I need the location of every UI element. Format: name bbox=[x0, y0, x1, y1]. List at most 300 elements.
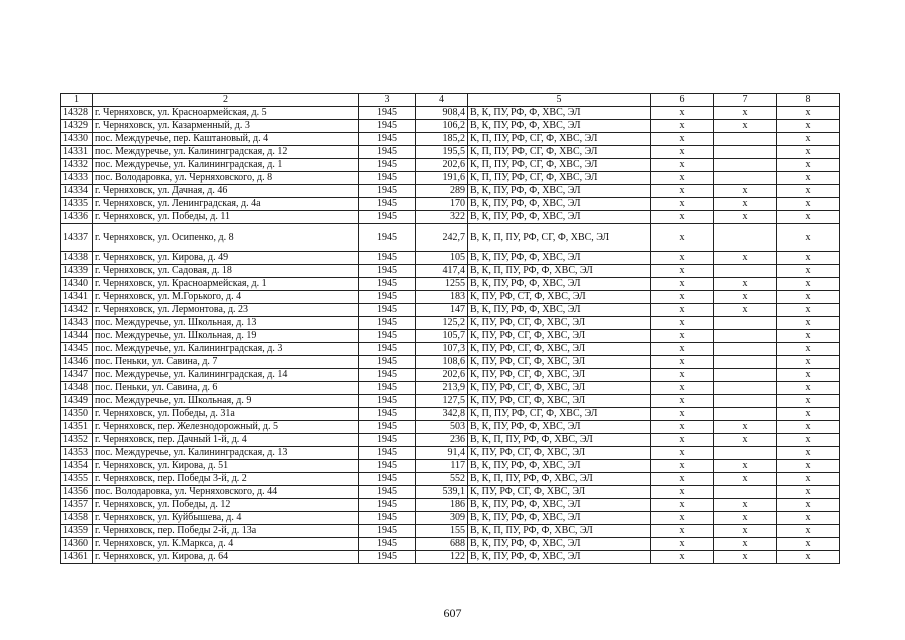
row-number-cell: 14352 bbox=[61, 434, 93, 447]
mark-cell-7: x bbox=[714, 538, 777, 551]
mark-cell-8: x bbox=[777, 499, 840, 512]
table-row bbox=[61, 265, 840, 278]
table-row bbox=[61, 330, 840, 343]
row-number-cell: 14336 bbox=[61, 211, 93, 224]
year-cell: 1945 bbox=[359, 499, 416, 512]
area-cell: 147 bbox=[416, 304, 468, 317]
address-cell: г. Черняховск, ул. Кирова, д. 51 bbox=[93, 460, 359, 473]
mark-cell-6: x bbox=[651, 252, 714, 265]
year-cell: 1945 bbox=[359, 252, 416, 265]
mark-cell-7 bbox=[714, 172, 777, 185]
row-number-cell: 14328 bbox=[61, 107, 93, 120]
systems-cell: К, ПУ, РФ, СГ, Ф, ХВС, ЭЛ bbox=[468, 317, 651, 330]
mark-cell-6: x bbox=[651, 172, 714, 185]
mark-cell-7: x bbox=[714, 185, 777, 198]
table-body bbox=[61, 94, 840, 564]
mark-cell-7: x bbox=[714, 460, 777, 473]
table-row bbox=[61, 159, 840, 172]
row-number-cell: 14333 bbox=[61, 172, 93, 185]
year-cell: 1945 bbox=[359, 447, 416, 460]
address-cell: г. Черняховск, пер. Победы 3-й, д. 2 bbox=[93, 473, 359, 486]
systems-cell: В, К, ПУ, РФ, Ф, ХВС, ЭЛ bbox=[468, 421, 651, 434]
systems-cell: К, ПУ, РФ, СГ, Ф, ХВС, ЭЛ bbox=[468, 447, 651, 460]
systems-cell: В, К, ПУ, РФ, Ф, ХВС, ЭЛ bbox=[468, 107, 651, 120]
year-cell: 1945 bbox=[359, 133, 416, 146]
year-cell: 1945 bbox=[359, 159, 416, 172]
area-cell: 688 bbox=[416, 538, 468, 551]
area-cell: 213,9 bbox=[416, 382, 468, 395]
row-number-cell: 14349 bbox=[61, 395, 93, 408]
year-cell: 1945 bbox=[359, 224, 416, 252]
mark-cell-7: x bbox=[714, 120, 777, 133]
header-cell: 1 bbox=[61, 94, 93, 107]
mark-cell-6: x bbox=[651, 185, 714, 198]
table-row bbox=[61, 525, 840, 538]
row-number-cell: 14361 bbox=[61, 551, 93, 564]
mark-cell-6: x bbox=[651, 460, 714, 473]
area-cell: 1255 bbox=[416, 278, 468, 291]
header-cell: 7 bbox=[714, 94, 777, 107]
address-cell: пос. Междуречье, ул. Калининградская, д. 12 bbox=[93, 146, 359, 159]
mark-cell-8: x bbox=[777, 356, 840, 369]
address-cell: г. Черняховск, ул. Победы, д. 31а bbox=[93, 408, 359, 421]
year-cell: 1945 bbox=[359, 421, 416, 434]
address-cell: г. Черняховск, ул. Осипенко, д. 8 bbox=[93, 224, 359, 252]
table-row bbox=[61, 460, 840, 473]
address-cell: пос. Володаровка, ул. Черняховского, д. 44 bbox=[93, 486, 359, 499]
mark-cell-8: x bbox=[777, 107, 840, 120]
year-cell: 1945 bbox=[359, 343, 416, 356]
mark-cell-7: x bbox=[714, 291, 777, 304]
mark-cell-6: x bbox=[651, 278, 714, 291]
mark-cell-7 bbox=[714, 395, 777, 408]
row-number-cell: 14346 bbox=[61, 356, 93, 369]
mark-cell-6: x bbox=[651, 330, 714, 343]
row-number-cell: 14353 bbox=[61, 447, 93, 460]
table-row bbox=[61, 198, 840, 211]
mark-cell-7: x bbox=[714, 107, 777, 120]
row-number-cell: 14355 bbox=[61, 473, 93, 486]
mark-cell-6: x bbox=[651, 408, 714, 421]
address-cell: пос. Междуречье, ул. Школьная, д. 13 bbox=[93, 317, 359, 330]
table-row bbox=[61, 146, 840, 159]
row-number-cell: 14356 bbox=[61, 486, 93, 499]
mark-cell-7 bbox=[714, 343, 777, 356]
table-row bbox=[61, 434, 840, 447]
row-number-cell: 14331 bbox=[61, 146, 93, 159]
systems-cell: К, ПУ, РФ, СГ, Ф, ХВС, ЭЛ bbox=[468, 395, 651, 408]
address-cell: г. Черняховск, ул. Ленинградская, д. 4а bbox=[93, 198, 359, 211]
register-table bbox=[60, 93, 840, 564]
table-row bbox=[61, 421, 840, 434]
address-cell: г. Черняховск, пер. Железнодорожный, д. 5 bbox=[93, 421, 359, 434]
table-row bbox=[61, 291, 840, 304]
systems-cell: В, К, ПУ, РФ, Ф, ХВС, ЭЛ bbox=[468, 211, 651, 224]
row-number-cell: 14335 bbox=[61, 198, 93, 211]
systems-cell: В, К, ПУ, РФ, Ф, ХВС, ЭЛ bbox=[468, 512, 651, 525]
area-cell: 107,3 bbox=[416, 343, 468, 356]
area-cell: 202,6 bbox=[416, 369, 468, 382]
area-cell: 122 bbox=[416, 551, 468, 564]
table-row bbox=[61, 473, 840, 486]
year-cell: 1945 bbox=[359, 107, 416, 120]
systems-cell: К, ПУ, РФ, СГ, Ф, ХВС, ЭЛ bbox=[468, 369, 651, 382]
systems-cell: В, К, П, ПУ, РФ, Ф, ХВС, ЭЛ bbox=[468, 525, 651, 538]
systems-cell: В, К, ПУ, РФ, Ф, ХВС, ЭЛ bbox=[468, 460, 651, 473]
address-cell: г. Черняховск, ул. Казарменный, д. 3 bbox=[93, 120, 359, 133]
mark-cell-8: x bbox=[777, 265, 840, 278]
mark-cell-8: x bbox=[777, 421, 840, 434]
row-number-cell: 14329 bbox=[61, 120, 93, 133]
year-cell: 1945 bbox=[359, 486, 416, 499]
mark-cell-6: x bbox=[651, 291, 714, 304]
mark-cell-6: x bbox=[651, 224, 714, 252]
systems-cell: В, К, ПУ, РФ, Ф, ХВС, ЭЛ bbox=[468, 551, 651, 564]
mark-cell-6: x bbox=[651, 356, 714, 369]
address-cell: пос. Междуречье, пер. Каштановый, д. 4 bbox=[93, 133, 359, 146]
systems-cell: В, К, П, ПУ, РФ, Ф, ХВС, ЭЛ bbox=[468, 473, 651, 486]
row-number-cell: 14344 bbox=[61, 330, 93, 343]
row-number-cell: 14348 bbox=[61, 382, 93, 395]
mark-cell-8: x bbox=[777, 551, 840, 564]
address-cell: г. Черняховск, пер. Дачный 1-й, д. 4 bbox=[93, 434, 359, 447]
mark-cell-7 bbox=[714, 486, 777, 499]
header-row bbox=[61, 94, 840, 107]
systems-cell: В, К, ПУ, РФ, Ф, ХВС, ЭЛ bbox=[468, 538, 651, 551]
mark-cell-8: x bbox=[777, 304, 840, 317]
mark-cell-7 bbox=[714, 330, 777, 343]
systems-cell: К, П, ПУ, РФ, СГ, Ф, ХВС, ЭЛ bbox=[468, 159, 651, 172]
mark-cell-6: x bbox=[651, 512, 714, 525]
mark-cell-6: x bbox=[651, 395, 714, 408]
mark-cell-6: x bbox=[651, 265, 714, 278]
row-number-cell: 14334 bbox=[61, 185, 93, 198]
mark-cell-8: x bbox=[777, 382, 840, 395]
address-cell: пос. Междуречье, ул. Калининградская, д. 14 bbox=[93, 369, 359, 382]
area-cell: 91,4 bbox=[416, 447, 468, 460]
address-cell: пос. Междуречье, ул. Калининградская, д. 1 bbox=[93, 159, 359, 172]
row-number-cell: 14347 bbox=[61, 369, 93, 382]
mark-cell-7: x bbox=[714, 421, 777, 434]
mark-cell-8: x bbox=[777, 408, 840, 421]
mark-cell-7 bbox=[714, 408, 777, 421]
mark-cell-8: x bbox=[777, 343, 840, 356]
mark-cell-7: x bbox=[714, 551, 777, 564]
header-cell: 3 bbox=[359, 94, 416, 107]
mark-cell-8: x bbox=[777, 369, 840, 382]
address-cell: пос. Пеньки, ул. Савина, д. 6 bbox=[93, 382, 359, 395]
table-row bbox=[61, 252, 840, 265]
mark-cell-7 bbox=[714, 382, 777, 395]
mark-cell-8: x bbox=[777, 317, 840, 330]
address-cell: г. Черняховск, ул. Победы, д. 11 bbox=[93, 211, 359, 224]
mark-cell-6: x bbox=[651, 159, 714, 172]
systems-cell: В, К, ПУ, РФ, Ф, ХВС, ЭЛ bbox=[468, 499, 651, 512]
address-cell: г. Черняховск, ул. Кирова, д. 64 bbox=[93, 551, 359, 564]
area-cell: 155 bbox=[416, 525, 468, 538]
year-cell: 1945 bbox=[359, 120, 416, 133]
mark-cell-7: x bbox=[714, 211, 777, 224]
address-cell: г. Черняховск, ул. Дачная, д. 46 bbox=[93, 185, 359, 198]
year-cell: 1945 bbox=[359, 434, 416, 447]
mark-cell-8: x bbox=[777, 538, 840, 551]
address-cell: пос. Междуречье, ул. Школьная, д. 19 bbox=[93, 330, 359, 343]
mark-cell-6: x bbox=[651, 369, 714, 382]
mark-cell-7: x bbox=[714, 434, 777, 447]
mark-cell-7: x bbox=[714, 512, 777, 525]
mark-cell-8: x bbox=[777, 198, 840, 211]
mark-cell-6: x bbox=[651, 146, 714, 159]
area-cell: 539,1 bbox=[416, 486, 468, 499]
area-cell: 108,6 bbox=[416, 356, 468, 369]
systems-cell: К, П, ПУ, РФ, СГ, Ф, ХВС, ЭЛ bbox=[468, 172, 651, 185]
table-row bbox=[61, 382, 840, 395]
year-cell: 1945 bbox=[359, 278, 416, 291]
mark-cell-7 bbox=[714, 447, 777, 460]
row-number-cell: 14358 bbox=[61, 512, 93, 525]
row-number-cell: 14345 bbox=[61, 343, 93, 356]
year-cell: 1945 bbox=[359, 538, 416, 551]
year-cell: 1945 bbox=[359, 356, 416, 369]
area-cell: 186 bbox=[416, 499, 468, 512]
address-cell: пос. Междуречье, ул. Школьная, д. 9 bbox=[93, 395, 359, 408]
table-row bbox=[61, 133, 840, 146]
systems-cell: В, К, ПУ, РФ, Ф, ХВС, ЭЛ bbox=[468, 278, 651, 291]
systems-cell: В, К, ПУ, РФ, Ф, ХВС, ЭЛ bbox=[468, 120, 651, 133]
year-cell: 1945 bbox=[359, 211, 416, 224]
year-cell: 1945 bbox=[359, 408, 416, 421]
table-row bbox=[61, 185, 840, 198]
mark-cell-6: x bbox=[651, 499, 714, 512]
area-cell: 127,5 bbox=[416, 395, 468, 408]
mark-cell-6: x bbox=[651, 382, 714, 395]
mark-cell-8: x bbox=[777, 211, 840, 224]
row-number-cell: 14360 bbox=[61, 538, 93, 551]
row-number-cell: 14341 bbox=[61, 291, 93, 304]
table-row bbox=[61, 486, 840, 499]
systems-cell: К, ПУ, РФ, СГ, Ф, ХВС, ЭЛ bbox=[468, 382, 651, 395]
year-cell: 1945 bbox=[359, 304, 416, 317]
row-number-cell: 14332 bbox=[61, 159, 93, 172]
mark-cell-8: x bbox=[777, 460, 840, 473]
address-cell: г. Черняховск, ул. Красноармейская, д. 1 bbox=[93, 278, 359, 291]
mark-cell-6: x bbox=[651, 551, 714, 564]
year-cell: 1945 bbox=[359, 551, 416, 564]
mark-cell-6: x bbox=[651, 525, 714, 538]
year-cell: 1945 bbox=[359, 185, 416, 198]
table-row bbox=[61, 408, 840, 421]
table-row bbox=[61, 278, 840, 291]
systems-cell: В, К, П, ПУ, РФ, Ф, ХВС, ЭЛ bbox=[468, 434, 651, 447]
table-row bbox=[61, 538, 840, 551]
mark-cell-8: x bbox=[777, 252, 840, 265]
table-row bbox=[61, 499, 840, 512]
address-cell: г. Черняховск, ул. Победы, д. 12 bbox=[93, 499, 359, 512]
year-cell: 1945 bbox=[359, 291, 416, 304]
area-cell: 342,8 bbox=[416, 408, 468, 421]
mark-cell-7 bbox=[714, 224, 777, 252]
year-cell: 1945 bbox=[359, 473, 416, 486]
header-cell: 8 bbox=[777, 94, 840, 107]
mark-cell-8: x bbox=[777, 133, 840, 146]
area-cell: 191,6 bbox=[416, 172, 468, 185]
mark-cell-7: x bbox=[714, 304, 777, 317]
header-cell: 4 bbox=[416, 94, 468, 107]
systems-cell: К, ПУ, РФ, СГ, Ф, ХВС, ЭЛ bbox=[468, 486, 651, 499]
mark-cell-8: x bbox=[777, 512, 840, 525]
address-cell: пос. Междуречье, ул. Калининградская, д. 3 bbox=[93, 343, 359, 356]
mark-cell-7 bbox=[714, 133, 777, 146]
mark-cell-6: x bbox=[651, 304, 714, 317]
year-cell: 1945 bbox=[359, 460, 416, 473]
area-cell: 105 bbox=[416, 252, 468, 265]
table-row bbox=[61, 512, 840, 525]
area-cell: 170 bbox=[416, 198, 468, 211]
mark-cell-8: x bbox=[777, 447, 840, 460]
mark-cell-8: x bbox=[777, 185, 840, 198]
address-cell: г. Черняховск, ул. Кирова, д. 49 bbox=[93, 252, 359, 265]
row-number-cell: 14354 bbox=[61, 460, 93, 473]
mark-cell-6: x bbox=[651, 133, 714, 146]
area-cell: 106,2 bbox=[416, 120, 468, 133]
area-cell: 195,5 bbox=[416, 146, 468, 159]
systems-cell: К, ПУ, РФ, СГ, Ф, ХВС, ЭЛ bbox=[468, 330, 651, 343]
area-cell: 289 bbox=[416, 185, 468, 198]
area-cell: 185,2 bbox=[416, 133, 468, 146]
year-cell: 1945 bbox=[359, 317, 416, 330]
systems-cell: В, К, П, ПУ, РФ, Ф, ХВС, ЭЛ bbox=[468, 265, 651, 278]
address-cell: г. Черняховск, ул. Лермонтова, д. 23 bbox=[93, 304, 359, 317]
area-cell: 125,2 bbox=[416, 317, 468, 330]
systems-cell: К, ПУ, РФ, СТ, Ф, ХВС, ЭЛ bbox=[468, 291, 651, 304]
area-cell: 117 bbox=[416, 460, 468, 473]
address-cell: г. Черняховск, ул. М.Горького, д. 4 bbox=[93, 291, 359, 304]
mark-cell-7: x bbox=[714, 252, 777, 265]
row-number-cell: 14339 bbox=[61, 265, 93, 278]
area-cell: 183 bbox=[416, 291, 468, 304]
systems-cell: В, К, ПУ, РФ, Ф, ХВС, ЭЛ bbox=[468, 198, 651, 211]
area-cell: 552 bbox=[416, 473, 468, 486]
mark-cell-7: x bbox=[714, 278, 777, 291]
mark-cell-8: x bbox=[777, 120, 840, 133]
mark-cell-7: x bbox=[714, 473, 777, 486]
systems-cell: К, ПУ, РФ, СГ, Ф, ХВС, ЭЛ bbox=[468, 356, 651, 369]
row-number-cell: 14340 bbox=[61, 278, 93, 291]
mark-cell-7: x bbox=[714, 198, 777, 211]
address-cell: г. Черняховск, ул. Садовая, д. 18 bbox=[93, 265, 359, 278]
mark-cell-8: x bbox=[777, 172, 840, 185]
year-cell: 1945 bbox=[359, 330, 416, 343]
table-row bbox=[61, 172, 840, 185]
row-number-cell: 14351 bbox=[61, 421, 93, 434]
systems-cell: К, ПУ, РФ, СГ, Ф, ХВС, ЭЛ bbox=[468, 343, 651, 356]
mark-cell-7 bbox=[714, 159, 777, 172]
mark-cell-6: x bbox=[651, 120, 714, 133]
year-cell: 1945 bbox=[359, 172, 416, 185]
area-cell: 236 bbox=[416, 434, 468, 447]
mark-cell-6: x bbox=[651, 198, 714, 211]
header-cell: 6 bbox=[651, 94, 714, 107]
row-number-cell: 14337 bbox=[61, 224, 93, 252]
area-cell: 503 bbox=[416, 421, 468, 434]
systems-cell: К, П, ПУ, РФ, СГ, Ф, ХВС, ЭЛ bbox=[468, 408, 651, 421]
mark-cell-7: x bbox=[714, 525, 777, 538]
header-cell: 5 bbox=[468, 94, 651, 107]
mark-cell-8: x bbox=[777, 473, 840, 486]
year-cell: 1945 bbox=[359, 382, 416, 395]
mark-cell-7: x bbox=[714, 499, 777, 512]
systems-cell: К, П, ПУ, РФ, СГ, Ф, ХВС, ЭЛ bbox=[468, 133, 651, 146]
row-number-cell: 14357 bbox=[61, 499, 93, 512]
mark-cell-8: x bbox=[777, 146, 840, 159]
table-row bbox=[61, 317, 840, 330]
mark-cell-7 bbox=[714, 265, 777, 278]
year-cell: 1945 bbox=[359, 265, 416, 278]
year-cell: 1945 bbox=[359, 512, 416, 525]
mark-cell-6: x bbox=[651, 107, 714, 120]
mark-cell-6: x bbox=[651, 447, 714, 460]
year-cell: 1945 bbox=[359, 525, 416, 538]
mark-cell-7 bbox=[714, 369, 777, 382]
address-cell: г. Черняховск, ул. Красноармейская, д. 5 bbox=[93, 107, 359, 120]
year-cell: 1945 bbox=[359, 369, 416, 382]
systems-cell: В, К, ПУ, РФ, Ф, ХВС, ЭЛ bbox=[468, 304, 651, 317]
row-number-cell: 14343 bbox=[61, 317, 93, 330]
area-cell: 309 bbox=[416, 512, 468, 525]
systems-cell: В, К, ПУ, РФ, Ф, ХВС, ЭЛ bbox=[468, 185, 651, 198]
mark-cell-8: x bbox=[777, 291, 840, 304]
mark-cell-8: x bbox=[777, 159, 840, 172]
address-cell: г. Черняховск, ул. К.Маркса, д. 4 bbox=[93, 538, 359, 551]
address-cell: пос. Междуречье, ул. Калининградская, д. 13 bbox=[93, 447, 359, 460]
mark-cell-8: x bbox=[777, 224, 840, 252]
row-number-cell: 14359 bbox=[61, 525, 93, 538]
row-number-cell: 14338 bbox=[61, 252, 93, 265]
year-cell: 1945 bbox=[359, 395, 416, 408]
area-cell: 322 bbox=[416, 211, 468, 224]
mark-cell-6: x bbox=[651, 473, 714, 486]
mark-cell-8: x bbox=[777, 395, 840, 408]
mark-cell-8: x bbox=[777, 525, 840, 538]
mark-cell-7 bbox=[714, 317, 777, 330]
table-row bbox=[61, 551, 840, 564]
table-row bbox=[61, 211, 840, 224]
table-row bbox=[61, 395, 840, 408]
mark-cell-8: x bbox=[777, 330, 840, 343]
row-number-cell: 14350 bbox=[61, 408, 93, 421]
systems-cell: В, К, П, ПУ, РФ, СГ, Ф, ХВС, ЭЛ bbox=[468, 224, 651, 252]
area-cell: 908,4 bbox=[416, 107, 468, 120]
table-row bbox=[61, 356, 840, 369]
systems-cell: В, К, ПУ, РФ, Ф, ХВС, ЭЛ bbox=[468, 252, 651, 265]
mark-cell-6: x bbox=[651, 317, 714, 330]
mark-cell-6: x bbox=[651, 538, 714, 551]
table-row bbox=[61, 304, 840, 317]
mark-cell-8: x bbox=[777, 486, 840, 499]
table-row bbox=[61, 343, 840, 356]
table-row bbox=[61, 107, 840, 120]
address-cell: г. Черняховск, ул. Куйбышева, д. 4 bbox=[93, 512, 359, 525]
table-row bbox=[61, 224, 840, 252]
address-cell: пос. Володаровка, ул. Черняховского, д. 8 bbox=[93, 172, 359, 185]
year-cell: 1945 bbox=[359, 198, 416, 211]
address-cell: г. Черняховск, пер. Победы 2-й, д. 13а bbox=[93, 525, 359, 538]
mark-cell-8: x bbox=[777, 434, 840, 447]
systems-cell: К, П, ПУ, РФ, СГ, Ф, ХВС, ЭЛ bbox=[468, 146, 651, 159]
area-cell: 202,6 bbox=[416, 159, 468, 172]
mark-cell-6: x bbox=[651, 434, 714, 447]
table-row bbox=[61, 447, 840, 460]
